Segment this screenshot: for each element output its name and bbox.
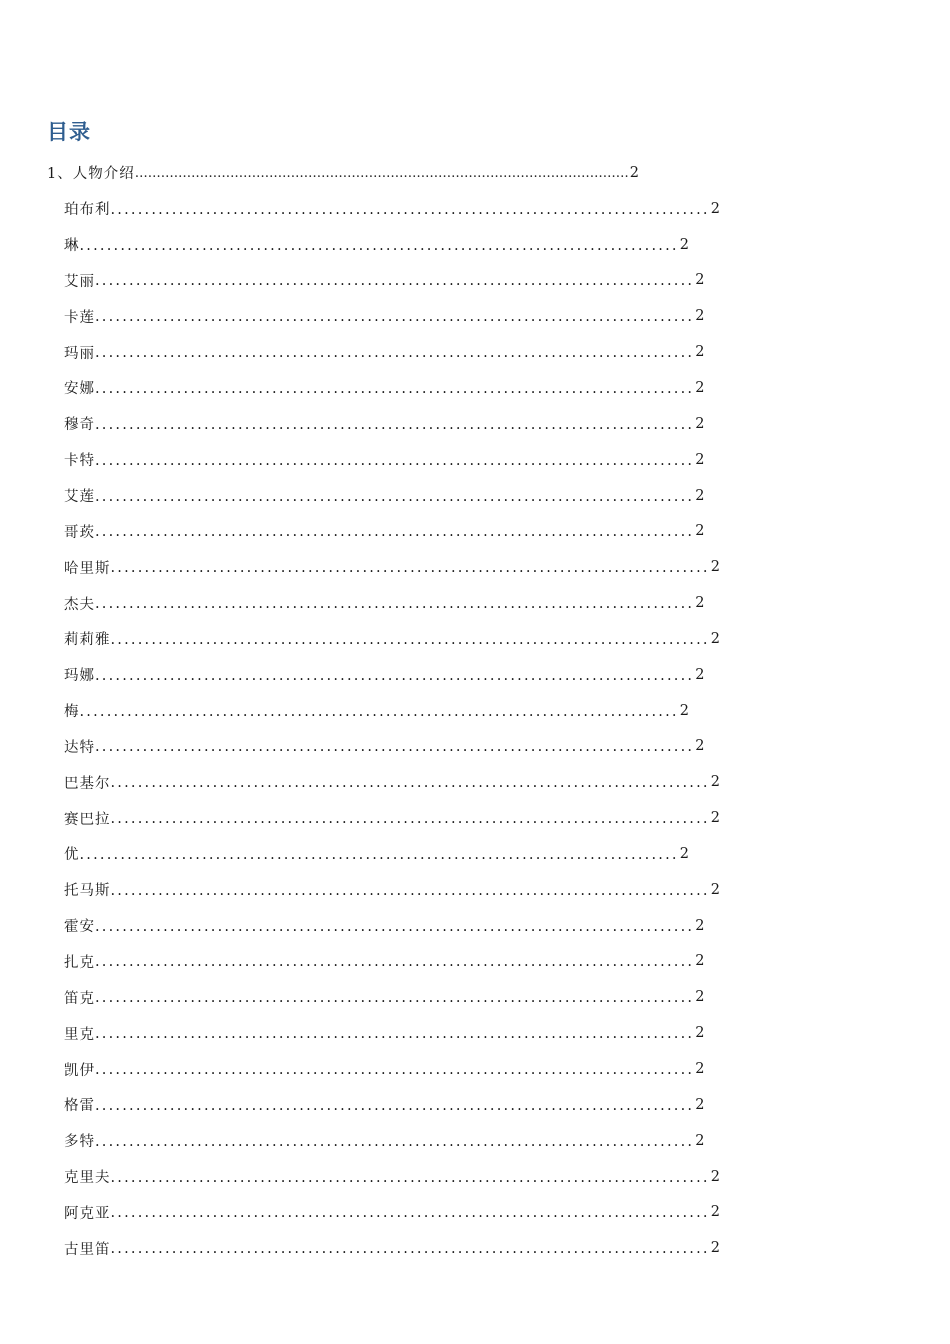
toc-entry-page: 2 bbox=[679, 236, 689, 253]
toc-entry-label: 艾丽 bbox=[64, 273, 95, 290]
toc-entry-page: 2 bbox=[710, 559, 720, 576]
toc-entry-page: 2 bbox=[695, 1025, 705, 1042]
toc-entry[interactable] bbox=[0, 1051, 705, 1087]
toc-entry[interactable] bbox=[0, 693, 689, 729]
toc-entry-page: 2 bbox=[710, 200, 720, 217]
toc-entry-label: 巴基尔 bbox=[64, 775, 111, 792]
toc-leader: ........................................................................................ bbox=[95, 524, 695, 541]
toc-entry-label: 安娜 bbox=[64, 381, 95, 398]
toc-entry-page: 2 bbox=[710, 630, 720, 647]
toc-entry[interactable] bbox=[0, 800, 720, 836]
toc-entry[interactable] bbox=[0, 657, 705, 693]
toc-entry[interactable] bbox=[0, 334, 705, 370]
toc-entry[interactable] bbox=[0, 908, 705, 944]
toc-entry-page: 2 bbox=[695, 989, 705, 1006]
toc-entry-label: 格雷 bbox=[64, 1098, 95, 1115]
toc-entry[interactable] bbox=[0, 155, 639, 191]
toc-leader: ........................................................................................ bbox=[95, 667, 695, 684]
toc-entry-page: 2 bbox=[695, 595, 705, 612]
toc-entry-page: 2 bbox=[710, 1240, 720, 1257]
toc-entry[interactable] bbox=[0, 1123, 705, 1159]
toc-entry-page: 2 bbox=[710, 1168, 720, 1185]
toc-entry[interactable] bbox=[0, 585, 705, 621]
toc-entry-page: 2 bbox=[695, 917, 705, 934]
toc-entry[interactable] bbox=[0, 729, 705, 765]
toc-leader: ........................................................................................ bbox=[79, 846, 679, 863]
toc-leader: ........................................................................................ bbox=[95, 380, 695, 397]
toc-leader: ........................................................................................ bbox=[110, 1205, 710, 1222]
toc-entry-page: 2 bbox=[695, 344, 705, 361]
toc-leader: ........................................................................................ bbox=[110, 1169, 710, 1186]
toc-leader: ........................................................................................ bbox=[110, 631, 710, 648]
toc-entry-page: 2 bbox=[695, 1132, 705, 1149]
toc-entry-page: 2 bbox=[695, 953, 705, 970]
toc-entry[interactable] bbox=[0, 1087, 705, 1123]
toc-entry-label: 梅 bbox=[64, 704, 80, 721]
toc-entry[interactable] bbox=[0, 944, 705, 980]
toc-entry-page: 2 bbox=[695, 415, 705, 432]
toc-entry[interactable] bbox=[0, 513, 705, 549]
toc-entry-label: 里克 bbox=[64, 1026, 95, 1043]
toc-entry-page: 2 bbox=[695, 666, 705, 683]
toc-entry-label: 托马斯 bbox=[64, 883, 111, 900]
toc-entry-label: 杰夫 bbox=[64, 596, 95, 613]
toc-entry-page: 2 bbox=[679, 845, 689, 862]
toc-leader: ........................................................................................ bbox=[95, 309, 695, 326]
toc-entry-page: 2 bbox=[695, 738, 705, 755]
toc-leader: ........................................................................................ bbox=[95, 954, 695, 971]
toc-entry-label: 克里夫 bbox=[64, 1170, 111, 1187]
toc-leader: ........................................................................................ bbox=[95, 739, 695, 756]
toc-entry-label: 珀布利 bbox=[64, 202, 111, 219]
toc-entry-page: 2 bbox=[695, 1061, 705, 1078]
toc-leader: ........................................................................................ bbox=[110, 811, 710, 828]
toc-leader: ........................................................................................ bbox=[79, 703, 679, 720]
toc-entry-label: 艾莲 bbox=[64, 489, 95, 506]
toc-leader: ........................................................................................ bbox=[95, 1097, 695, 1114]
toc-entry-label: 凯伊 bbox=[64, 1062, 95, 1079]
toc-entry-page: 2 bbox=[629, 164, 639, 181]
toc-leader: ........................................................................................ bbox=[95, 1133, 695, 1150]
toc-leader: ........................................................................................ bbox=[95, 1062, 695, 1079]
toc-entry[interactable] bbox=[0, 263, 705, 299]
toc-entry-page: 2 bbox=[679, 702, 689, 719]
toc-leader: ........................................................................................ bbox=[110, 775, 710, 792]
toc-entry-page: 2 bbox=[695, 1096, 705, 1113]
toc-entry[interactable] bbox=[0, 549, 720, 585]
toc-entry-label: 玛娜 bbox=[64, 668, 95, 685]
toc-entry[interactable] bbox=[0, 1015, 705, 1051]
toc-entry[interactable] bbox=[0, 1230, 720, 1266]
toc-entry[interactable] bbox=[0, 298, 705, 334]
toc-entry-label: 1、人物介绍 bbox=[47, 166, 135, 183]
toc-entry-label: 玛丽 bbox=[64, 345, 95, 362]
toc-leader: ........................................................................................ bbox=[95, 273, 695, 290]
toc-entry[interactable] bbox=[0, 191, 720, 227]
toc-entry-page: 2 bbox=[695, 487, 705, 504]
toc-entry[interactable] bbox=[0, 979, 705, 1015]
toc-entry-label: 赛巴拉 bbox=[64, 811, 111, 828]
toc-title: 目录 bbox=[47, 120, 91, 144]
toc-leader: ........................................................................................ bbox=[95, 345, 695, 362]
toc-entry-label: 卡特 bbox=[64, 453, 95, 470]
toc-entry-label: 古里笛 bbox=[64, 1241, 111, 1258]
toc-entry-page: 2 bbox=[695, 272, 705, 289]
toc-leader: ........................................................................................ bbox=[95, 452, 695, 469]
toc-entry-page: 2 bbox=[710, 810, 720, 827]
toc-leader: …………………………………………………………………………………………………… bbox=[134, 166, 629, 182]
toc-entry[interactable] bbox=[0, 1194, 720, 1230]
toc-leader: ........................................................................................ bbox=[95, 918, 695, 935]
toc-entry[interactable] bbox=[0, 442, 705, 478]
toc-entry-label: 哥莰 bbox=[64, 524, 95, 541]
toc-leader: ........................................................................................ bbox=[95, 596, 695, 613]
toc-entry[interactable] bbox=[0, 406, 705, 442]
toc-entry-label: 笛克 bbox=[64, 990, 95, 1007]
toc-entry-label: 莉莉雅 bbox=[64, 632, 111, 649]
toc-entry-page: 2 bbox=[695, 451, 705, 468]
toc-entry[interactable] bbox=[0, 478, 705, 514]
toc-leader: ........................................................................................ bbox=[110, 560, 710, 577]
toc-entry-label: 哈里斯 bbox=[64, 560, 111, 577]
toc-entry[interactable] bbox=[0, 370, 705, 406]
toc-entry-page: 2 bbox=[710, 881, 720, 898]
toc-entry-label: 多特 bbox=[64, 1134, 95, 1151]
toc-entry-page: 2 bbox=[710, 1204, 720, 1221]
toc-entry-page: 2 bbox=[695, 379, 705, 396]
toc-leader: ........................................................................................ bbox=[79, 237, 679, 254]
toc-entry-label: 卡莲 bbox=[64, 309, 95, 326]
toc-leader: ........................................................................................ bbox=[110, 1241, 710, 1258]
toc-leader: ........................................................................................ bbox=[95, 416, 695, 433]
toc-list bbox=[0, 155, 950, 1266]
toc-entry-label: 琳 bbox=[64, 238, 80, 255]
toc-leader: ........................................................................................ bbox=[110, 882, 710, 899]
toc-entry[interactable] bbox=[0, 764, 720, 800]
toc-entry[interactable] bbox=[0, 1159, 720, 1195]
toc-entry-page: 2 bbox=[695, 523, 705, 540]
toc-leader: ........................................................................................ bbox=[95, 488, 695, 505]
toc-entry-page: 2 bbox=[710, 774, 720, 791]
toc-entry[interactable] bbox=[0, 872, 720, 908]
toc-entry[interactable] bbox=[0, 621, 720, 657]
toc-entry-label: 优 bbox=[64, 847, 80, 864]
toc-entry[interactable] bbox=[0, 227, 689, 263]
toc-leader: ........................................................................................ bbox=[95, 990, 695, 1007]
toc-leader: ........................................................................................ bbox=[110, 201, 710, 218]
toc-entry-label: 阿克亚 bbox=[64, 1205, 111, 1222]
toc-entry-label: 穆奇 bbox=[64, 417, 95, 434]
toc-entry-label: 扎克 bbox=[64, 954, 95, 971]
toc-entry[interactable] bbox=[0, 836, 689, 872]
toc-entry-page: 2 bbox=[695, 308, 705, 325]
toc-entry-label: 达特 bbox=[64, 739, 95, 756]
toc-entry-label: 霍安 bbox=[64, 919, 95, 936]
toc-leader: ........................................................................................ bbox=[95, 1026, 695, 1043]
